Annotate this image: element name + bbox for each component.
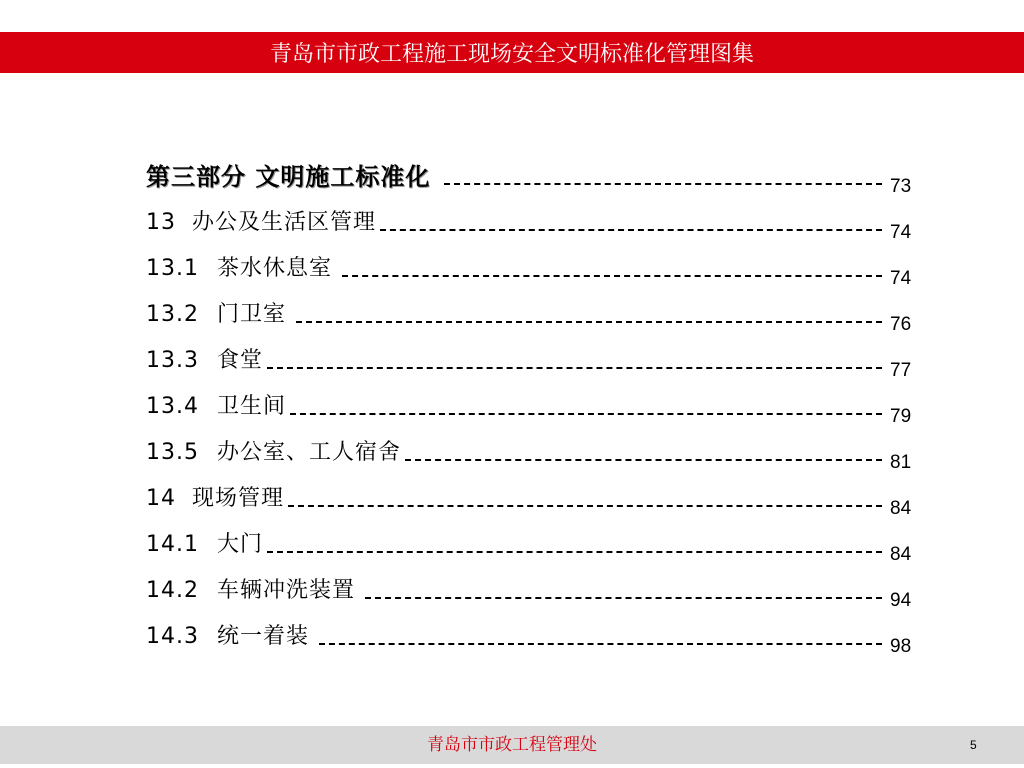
toc-entry-title: 办公及生活区管理	[192, 210, 377, 235]
toc-entry[interactable]	[146, 387, 916, 427]
toc-entry-number: 13.3	[146, 348, 199, 373]
toc-leader-dots	[405, 459, 882, 461]
toc-entry-title: 车辆冲洗装置	[216, 578, 355, 603]
toc-entry[interactable]	[146, 433, 916, 473]
toc-entry[interactable]	[146, 295, 916, 335]
toc-entry-title: 大门	[216, 532, 263, 557]
toc-leader-dots	[380, 229, 882, 231]
toc-leader-dots	[342, 275, 882, 277]
toc-entry-title: 第三部分 文明施工标准化	[146, 163, 431, 191]
footer-page-number: 5	[970, 738, 977, 752]
toc-leader-dots	[267, 551, 882, 553]
toc-entry-page: 84	[890, 544, 912, 565]
toc-entry-page: 98	[890, 636, 912, 657]
toc-entry[interactable]	[146, 341, 916, 381]
toc-leader-dots	[365, 597, 882, 599]
toc-leader-dots	[444, 183, 882, 185]
toc-entry-number: 14	[146, 486, 176, 511]
toc-entry-title: 卫生间	[216, 394, 286, 419]
toc-entry-title: 现场管理	[192, 486, 285, 511]
header-title: 青岛市市政工程施工现场安全文明标准化管理图集	[269, 42, 754, 67]
toc-entry-page: 74	[890, 268, 912, 289]
toc-entry-number: 14.2	[146, 578, 199, 603]
toc-entry-page: 73	[890, 176, 912, 197]
toc-entry-title: 办公室、工人宿舍	[216, 440, 401, 465]
toc-entry-number: 13.1	[146, 256, 199, 281]
toc-entry-page: 77	[890, 360, 912, 381]
toc-leader-dots	[267, 367, 882, 369]
toc-entry[interactable]	[146, 479, 916, 519]
toc-entry-title: 门卫室	[216, 302, 286, 327]
toc-leader-dots	[319, 643, 882, 645]
toc-entry-number: 13.4	[146, 394, 199, 419]
toc-entry[interactable]	[146, 525, 916, 565]
toc-entry-page: 74	[890, 222, 912, 243]
toc-entry-page: 76	[890, 314, 912, 335]
toc-entry-number: 14.3	[146, 624, 199, 649]
toc-entry[interactable]	[146, 157, 916, 197]
footer-bar	[0, 726, 1024, 764]
toc-entry-page: 84	[890, 498, 912, 519]
toc-entry-number: 13.2	[146, 302, 199, 327]
toc-entry-number: 14.1	[146, 532, 199, 557]
toc-entry-page: 81	[890, 452, 912, 473]
toc-entry-page: 79	[890, 406, 912, 427]
toc-entry[interactable]	[146, 249, 916, 289]
toc-entry[interactable]	[146, 571, 916, 611]
toc-entry-page: 94	[890, 590, 912, 611]
toc-entry-number: 13.5	[146, 440, 199, 465]
toc-leader-dots	[290, 413, 882, 415]
toc-leader-dots	[288, 505, 882, 507]
toc-entry-title: 茶水休息室	[216, 256, 332, 281]
toc-entry[interactable]	[146, 203, 916, 243]
toc-entry-number: 13	[146, 210, 176, 235]
toc-entry-title: 统一着装	[216, 624, 309, 649]
toc-leader-dots	[296, 321, 882, 323]
toc-entry-title: 食堂	[216, 348, 263, 373]
toc-entry[interactable]	[146, 617, 916, 657]
footer-organization: 青岛市市政工程管理处	[427, 735, 597, 755]
